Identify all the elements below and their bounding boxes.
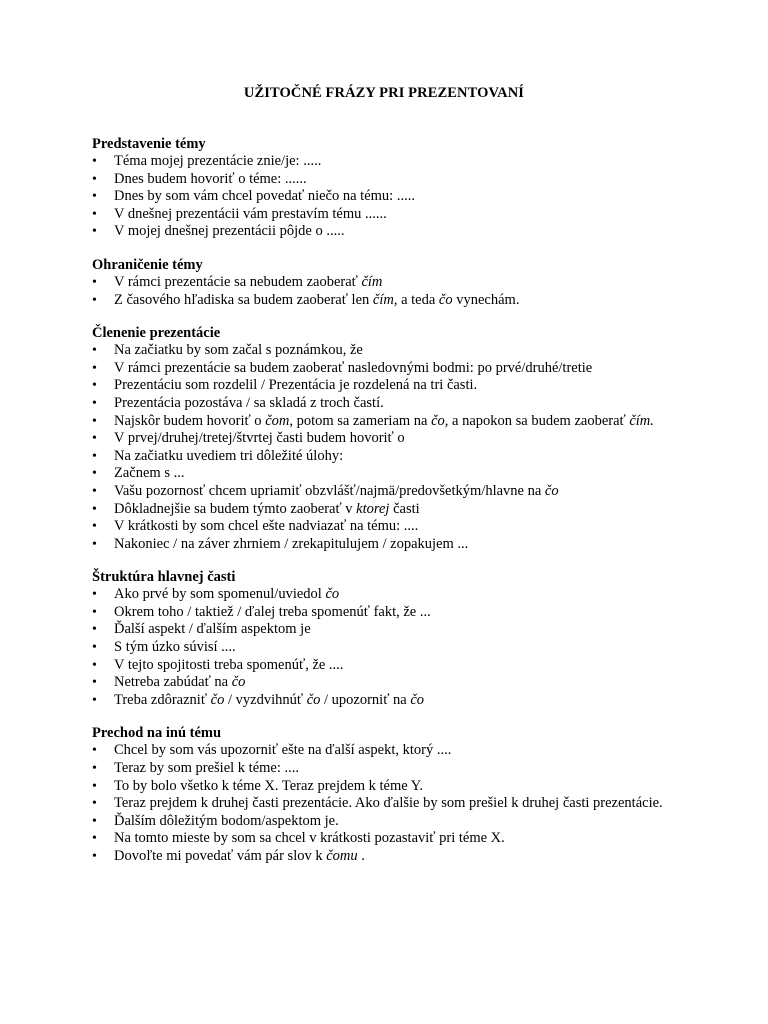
item-text: Dnes by som vám chcel povedať niečo na tému: .....	[114, 188, 415, 205]
bullet-icon: •	[92, 206, 97, 222]
item-text: Ako prvé by som spomenul/uviedol	[114, 586, 326, 603]
item-text: V mojej dnešnej prezentácii pôjde o .....	[114, 223, 345, 240]
bullet-icon: •	[92, 657, 97, 673]
list-item	[92, 742, 692, 760]
item-text: To by bolo všetko k téme X. Teraz prejdem k téme Y.	[114, 777, 423, 794]
section	[92, 256, 692, 309]
bullet-icon: •	[92, 292, 97, 308]
item-text: .	[357, 848, 365, 864]
list-item	[92, 274, 692, 292]
bullet-list	[92, 586, 692, 709]
item-text: , a teda	[393, 291, 439, 308]
item-text: Nakoniec / na záver zhrniem / zrekapitulujem / zopakujem ...	[114, 535, 469, 552]
italic-text: čím.	[629, 412, 654, 429]
list-item	[92, 848, 692, 866]
bullet-icon: •	[92, 622, 97, 638]
item-text: Okrem toho / taktiež / ďalej treba spomenúť fakt, že ...	[114, 603, 431, 620]
italic-text: čím	[361, 273, 383, 290]
bullet-icon: •	[92, 378, 97, 394]
bullet-icon: •	[92, 640, 97, 656]
list-item	[92, 621, 692, 639]
item-text: Najskôr budem hovoriť o	[114, 412, 266, 429]
bullet-list	[92, 742, 692, 865]
list-item	[92, 360, 692, 378]
item-text: Na tomto mieste by som sa chcel v krátkosti pozastaviť pri téme X.	[114, 830, 505, 847]
item-text: Téma mojej prezentácie znie/je: .....	[114, 153, 322, 169]
list-item	[92, 604, 692, 622]
section-heading: Predstavenie témy	[92, 136, 206, 152]
bullet-icon: •	[92, 692, 97, 708]
item-text: časti	[389, 500, 420, 517]
italic-text: čo	[231, 674, 246, 691]
italic-text: čom	[265, 412, 290, 429]
document-body	[92, 135, 692, 881]
item-text: Vašu pozornosť chcem upriamiť obzvlášť/najmä/predovšetkým/hlavne na	[114, 482, 545, 499]
bullet-icon: •	[92, 849, 97, 864]
section-heading: Ohraničenie témy	[92, 256, 203, 273]
item-text: / upozorniť na	[320, 691, 411, 708]
document-title: UŽITOČNÉ FRÁZY PRI PREZENTOVANÍ	[243, 85, 525, 101]
italic-text: čo	[438, 291, 453, 308]
bullet-icon: •	[92, 395, 97, 411]
item-text: Dnes budem hovoriť o téme: ......	[114, 170, 307, 187]
item-text: vynechám.	[452, 291, 520, 308]
bullet-icon: •	[92, 224, 97, 240]
item-text: V dnešnej prezentácii vám prestavím tému ......	[114, 205, 387, 222]
item-text: V tejto spojitosti treba spomenúť, že ....	[114, 656, 344, 673]
list-item	[92, 483, 692, 501]
item-text: V krátkosti by som chcel ešte nadviazať na tému: ....	[114, 518, 419, 535]
item-text: , potom sa zameriam na	[289, 412, 432, 429]
item-text: V prvej/druhej/tretej/štvrtej časti budem hovoriť o	[114, 430, 405, 447]
section-heading: Štruktúra hlavnej časti	[92, 569, 236, 586]
bullet-icon: •	[92, 171, 97, 187]
italic-text: čo	[431, 412, 445, 429]
list-item	[92, 395, 692, 413]
list-item	[92, 778, 692, 796]
bullet-icon: •	[92, 360, 97, 376]
bullet-icon: •	[92, 343, 97, 359]
bullet-icon: •	[92, 466, 97, 482]
item-text: Treba zdôrazniť	[114, 691, 211, 708]
item-text: / vyzdvihnúť	[224, 691, 307, 708]
list-item	[92, 377, 692, 395]
bullet-icon: •	[92, 831, 97, 847]
italic-text: čo	[325, 586, 340, 603]
bullet-icon: •	[92, 604, 97, 620]
item-text: Prezentácia pozostáva / sa skladá z troch častí.	[114, 394, 384, 411]
list-item	[92, 153, 692, 171]
list-item	[92, 448, 692, 466]
item-text: Začnem s ...	[114, 465, 185, 482]
list-item	[92, 223, 692, 241]
list-item	[92, 501, 692, 519]
list-item	[92, 674, 692, 692]
bullet-icon: •	[92, 813, 97, 829]
list-item	[92, 795, 692, 813]
list-item	[92, 639, 692, 657]
bullet-icon: •	[92, 536, 97, 552]
item-text: Dovoľte mi povedať vám pár slov k	[114, 848, 327, 864]
list-item	[92, 518, 692, 536]
italic-text: ktorej	[356, 500, 390, 517]
list-item	[92, 586, 692, 604]
bullet-icon: •	[92, 743, 97, 759]
section	[92, 724, 692, 865]
bullet-icon: •	[92, 519, 97, 535]
bullet-list	[92, 153, 692, 241]
list-item	[92, 188, 692, 206]
item-text: Netreba zabúdať na	[114, 674, 232, 691]
bullet-icon: •	[92, 431, 97, 447]
bullet-icon: •	[92, 796, 97, 812]
list-item	[92, 342, 692, 360]
item-text: Ďalším dôležitým bodom/aspektom je.	[114, 812, 339, 829]
italic-text: čo	[306, 691, 321, 708]
bullet-icon: •	[92, 483, 97, 499]
item-text: Z časového hľadiska sa budem zaoberať len	[114, 291, 373, 308]
bullet-icon: •	[92, 448, 97, 464]
list-item	[92, 171, 692, 189]
section	[92, 324, 692, 553]
item-text: , a napokon sa budem zaoberať	[444, 412, 630, 429]
item-text: Chcel by som vás upozorniť ešte na ďalší aspekt, ktorý ....	[114, 742, 452, 759]
bullet-icon: •	[92, 761, 97, 777]
item-text: Na začiatku uvediem tri dôležité úlohy:	[114, 447, 344, 464]
bullet-icon: •	[92, 154, 97, 169]
item-text: V rámci prezentácie sa budem zaoberať nasledovnými bodmi: po prvé/druhé/tretie	[114, 359, 593, 376]
item-text: Ďalší aspekt / ďalším aspektom je	[114, 621, 311, 638]
item-text: Na začiatku by som začal s poznámkou, že	[114, 342, 363, 359]
item-text: Dôkladnejšie sa budem týmto zaoberať v	[114, 500, 357, 517]
item-text: S tým úzko súvisí ....	[114, 639, 236, 656]
bullet-icon: •	[92, 778, 97, 794]
italic-text: čomu	[326, 848, 358, 864]
list-item	[92, 760, 692, 778]
italic-text: čo	[210, 691, 225, 708]
italic-text: čím	[372, 291, 394, 308]
bullet-icon: •	[92, 501, 97, 517]
list-item	[92, 813, 692, 831]
bullet-icon: •	[92, 587, 97, 603]
section-heading: Členenie prezentácie	[92, 325, 221, 342]
list-item	[92, 536, 692, 554]
list-item	[92, 292, 692, 310]
list-item	[92, 830, 692, 848]
section-heading: Prechod na inú tému	[92, 725, 222, 742]
italic-text: čo	[410, 691, 425, 708]
list-item	[92, 430, 692, 448]
item-text: Teraz by som prešiel k téme: ....	[114, 760, 300, 777]
bullet-list	[92, 342, 692, 553]
bullet-icon: •	[92, 675, 97, 691]
list-item	[92, 206, 692, 224]
bullet-icon: •	[92, 413, 97, 429]
section	[92, 135, 692, 241]
italic-text: čo	[544, 482, 559, 499]
item-text: Teraz prejdem k druhej časti prezentácie. Ako ďalšie by som prešiel k druhej časti prezentácie.	[114, 795, 663, 812]
item-text: V rámci prezentácie sa nebudem zaoberať	[114, 273, 362, 290]
list-item	[92, 465, 692, 483]
list-item	[92, 657, 692, 675]
bullet-icon: •	[92, 274, 97, 290]
list-item	[92, 692, 692, 710]
list-item	[92, 413, 692, 431]
bullet-icon: •	[92, 189, 97, 205]
section	[92, 568, 692, 709]
bullet-list	[92, 274, 692, 309]
item-text: Prezentáciu som rozdelil / Prezentácia je rozdelená na tri časti.	[114, 377, 478, 394]
